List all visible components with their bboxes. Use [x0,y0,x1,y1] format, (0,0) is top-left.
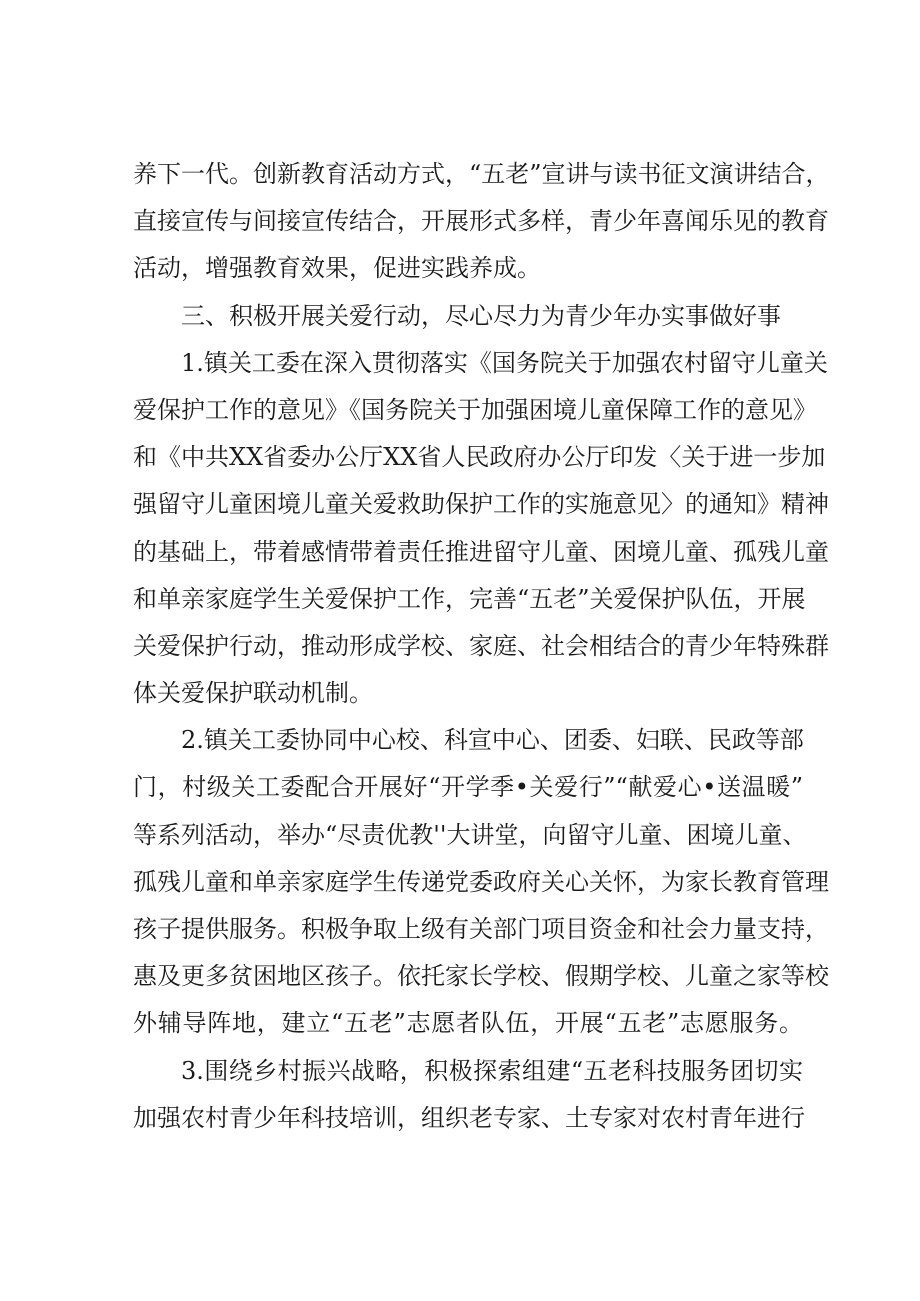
text-line: 1.镇关工委在深入贯彻落实《国务院关于加强农村留守儿童关 [181,348,828,377]
text-line: 三、积极开展关爱行动，尽心尽力为青少年办实事做好事 [181,301,781,330]
text-line: 2.镇关工委协同中心校、科宣中心、团委、妇联、民政等部 [181,726,804,755]
text-line: 惠及更多贫困地区孩子。依托家长学校、假期学校、儿童之家等校 [133,962,829,991]
text-line: 孩子提供服务。积极争取上级有关部门项目资金和社会力量支持， [133,915,829,943]
text-line: 直接宣传与间接宣传结合，开展形式多样，青少年喜闻乐见的教育 [133,207,829,236]
text-line: 3.围绕乡村振兴战略，积极探索组建“五老科技服务团切实 [181,1056,803,1085]
text-line: 加强农村青少年科技培训，组织老专家、土专家对农村青年进行 [133,1103,805,1132]
text-line: 关爱保护行动，推动形成学校、家庭、社会相结合的青少年特殊群 [133,631,829,660]
text-line: 外辅导阵地，建立“五老”志愿者队伍，开展“五老”志愿服务。 [133,1009,803,1038]
text-line: 门，村级关工委配合开展好“开学季•关爱行”“献爱心•送温暖” [133,773,803,802]
text-line: 和《中共XX省委办公厅XX省人民政府办公厅印发〈关于进一步加 [133,443,826,472]
document-body [133,151,830,1142]
paragraph [133,1048,803,1142]
paragraph [133,340,829,718]
text-line: 活动，增强教育效果，促进实践养成。 [133,254,541,283]
paragraph [133,717,829,1047]
section-heading [133,293,803,340]
text-line: 孤残儿童和单亲家庭学生传递党委政府关心关怀，为家长教育管理 [133,867,829,896]
text-line: 和单亲家庭学生关爱保护工作，完善“五老”关爱保护队伍，开展 [133,584,806,613]
paragraph [133,151,830,293]
text-line: 养下一代。创新教育活动方式，“五老”宣讲与读书征文演讲结合， [133,160,830,188]
text-line: 等系列活动，举办“尽责优教''大讲堂，向留守儿童、困境儿童、 [133,820,807,849]
text-line: 的基础上，带着感情带着责任推进留守儿童、困境儿童、孤残儿童 [133,537,829,566]
text-line: 爱保护工作的意见》《国务院关于加强困境儿童保障工作的意见》 [133,395,817,424]
text-line: 体关爱保护联动机制。 [133,679,373,708]
text-line: 强留守儿童困境儿童关爱救助保护工作的实施意见〉的通知》精神 [133,490,829,519]
